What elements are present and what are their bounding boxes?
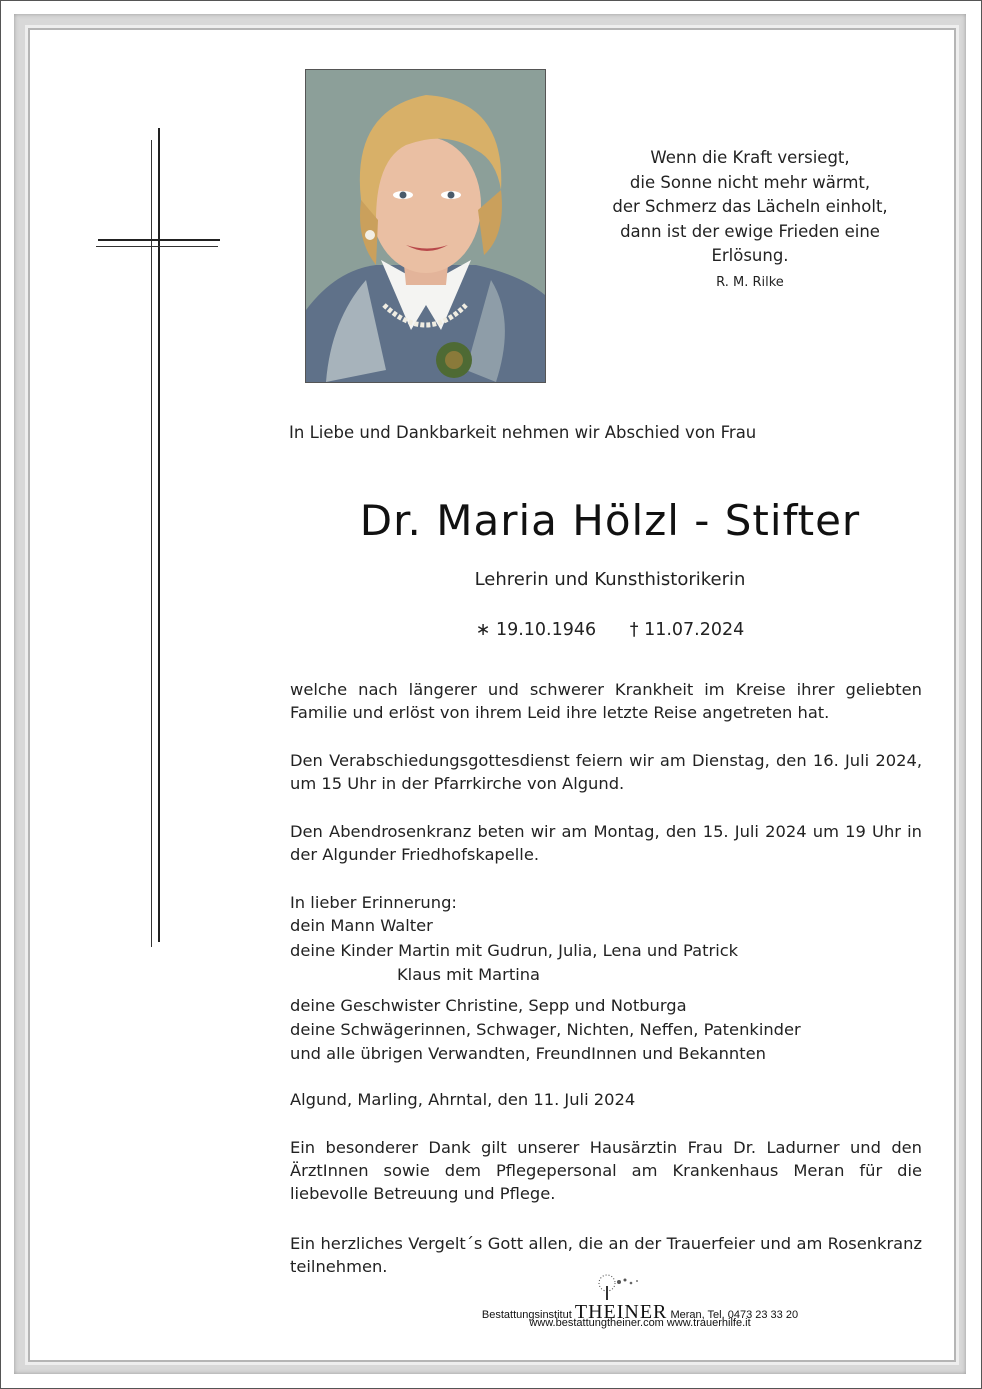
paragraph-thanks: Ein besonderer Dank gilt unserer Hausärztin Frau Dr. Ladurner und den ÄrztInnen sowie dem Pflegepersonal am Krankenhaus Meran für die liebevolle Betreuung und Pflege. [290, 1138, 922, 1203]
poem-line: die Sonne nicht mehr wärmt, [629, 172, 871, 192]
portrait-photo [305, 69, 546, 383]
mourner-others: und alle übrigen Verwandten, FreundInnen und Bekannten [290, 1044, 766, 1063]
profession: Lehrerin und Kunsthistorikerin [474, 569, 746, 590]
footer-prefix: Bestattungsinstitut [481, 1309, 572, 1321]
tree-logo-icon [585, 1274, 645, 1300]
intro-text: In Liebe und Dankbarkeit nehmen wir Abschied von Frau [289, 423, 757, 442]
mourner-inlaws: deine Schwägerinnen, Schwager, Nichten, Neffen, Patenkinder [290, 1020, 801, 1039]
footer-contact: Meran, Tel. 0473 23 33 20 [670, 1309, 799, 1321]
poem-line: dann ist der ewige Frieden eine [620, 221, 880, 241]
funeral-home-brand: THEINER [574, 1301, 668, 1323]
deceased-name: Dr. Maria Hölzl - Stifter [359, 496, 861, 545]
mourner-children: deine Kinder Martin mit Gudrun, Julia, Lena und Patrick [290, 941, 739, 960]
poem-author: R. M. Rilke [716, 274, 784, 290]
death-date: † 11.07.2024 [629, 620, 745, 640]
birth-date: ∗ 19.10.1946 [475, 620, 597, 640]
poem [590, 146, 910, 297]
mourner-children-continued: Klaus mit Martina [397, 965, 541, 984]
poem-line: Wenn die Kraft versiegt, [650, 148, 850, 167]
paragraph-passing: welche nach längerer und schwerer Krankheit im Kreise ihrer geliebten Familie und erlöst von ihrem Leid ihre letzte Reise angetreten hat. [290, 680, 922, 722]
paragraph-funeral-service: Den Verabschiedungsgottesdienst feiern wir am Dienstag, den 16. Juli 2024, um 15 Uhr in der Pfarrkirche von Algund. [290, 751, 922, 793]
place-date: Algund, Marling, Ahrntal, den 11. Juli 2024 [290, 1090, 636, 1109]
mourners-heading: In lieber Erinnerung: [290, 893, 457, 912]
poem-line: Erlösung. [711, 246, 789, 265]
paragraph-rosary: Den Abendrosenkranz beten wir am Montag, den 15. Juli 2024 um 19 Uhr in der Algunder Friedhofskapelle. [290, 822, 922, 864]
paragraph-gratitude: Ein herzliches Vergelt´s Gott allen, die an der Trauerfeier und am Rosenkranz teilnehmen. [290, 1234, 922, 1276]
poem-line: der Schmerz das Lächeln einholt, [612, 197, 888, 216]
life-dates [290, 620, 930, 640]
footer-websites: www.bestattungtheiner.com www.trauerhilfe.it [529, 1317, 751, 1329]
mourner-siblings: deine Geschwister Christine, Sepp und Notburga [290, 996, 687, 1015]
mourner-husband: dein Mann Walter [290, 916, 433, 935]
